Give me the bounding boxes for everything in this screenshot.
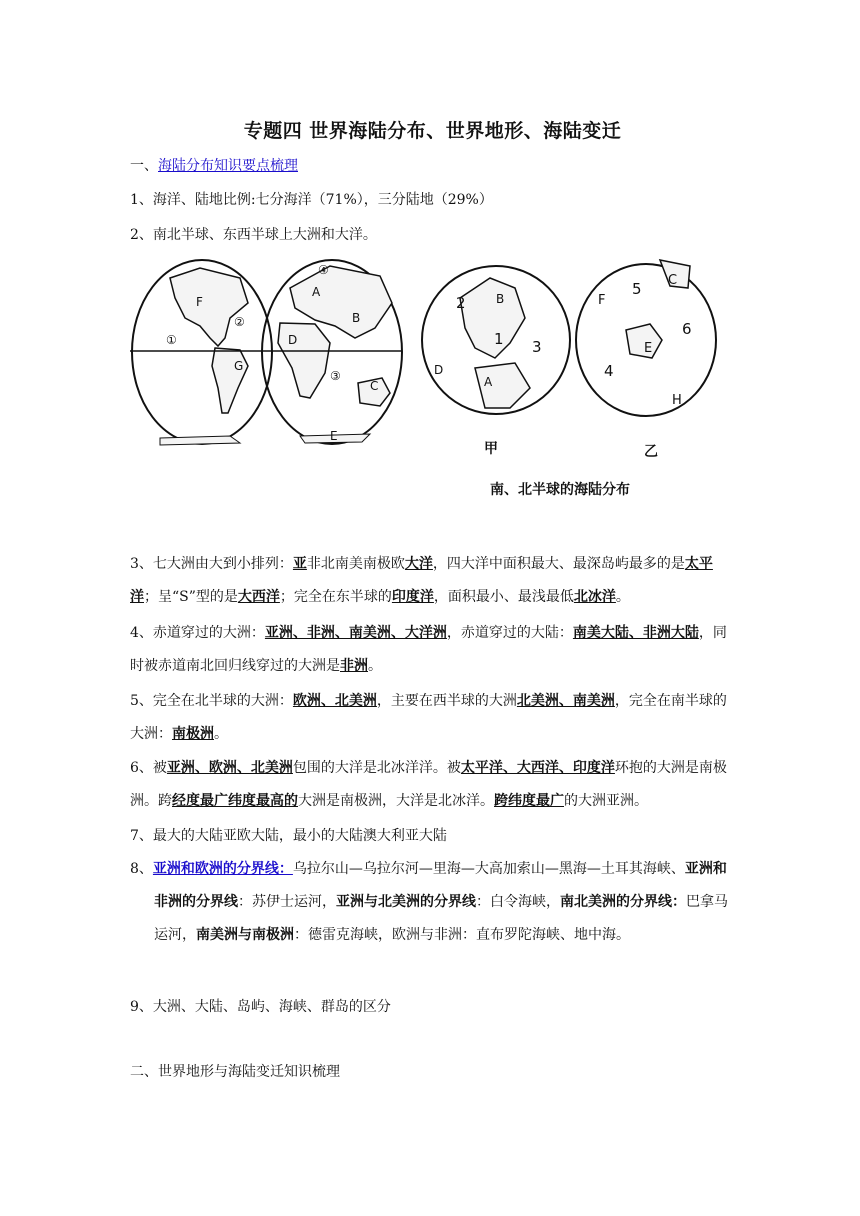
right-map-label: E [644, 341, 653, 356]
right-map-label: C [668, 273, 678, 288]
eastern-hemisphere-map [262, 260, 402, 444]
item-1: 1、海洋、陆地比例:七分海洋（71%），三分陆地（29%） [130, 192, 493, 208]
caption-jia: 甲 [484, 441, 498, 457]
right-map-label: 4 [604, 362, 614, 380]
item-2: 2、南北半球、东西半球上大洲和大洋。 [130, 227, 377, 243]
item-9: 9、大洲、大陆、岛屿、海峡、群岛的区分 [130, 999, 391, 1015]
left-map-label: G [234, 359, 244, 373]
right-map-label: D [434, 363, 444, 377]
right-map-label: 3 [532, 338, 542, 356]
left-map-label: A [312, 285, 321, 299]
left-map-label: C [370, 379, 379, 393]
southern-hemisphere-map [576, 260, 716, 416]
item-7: 7、最大的大陆亚欧大陆，最小的大陆澳大利亚大陆 [130, 828, 447, 844]
item-3: 3、七大洲由大到小排列：亚非北南美南极欧大洋，四大洋中面积最大、最深岛屿最多的是太平洋；呈“S”型的是大西洋；完全在东半球的印度洋，面积最小、最浅最低北冰洋。 [130, 556, 713, 605]
section-link[interactable]: 海陆分布知识要点梳理 [158, 158, 298, 174]
left-map-label: E [330, 429, 338, 443]
page-title: 专题四 世界海陆分布、世界地形、海陆变迁 [243, 120, 622, 142]
item-6: 6、被亚洲、欧洲、北美洲包围的大洋是北冰洋洋。被太平洋、大西洋、印度洋环抱的大洲是南极洲。跨经度最广纬度最高的大洲是南极洲，大洋是北冰洋。跨纬度最广的大洲亚洲。 [130, 760, 727, 809]
left-map-label: ① [166, 333, 177, 347]
right-map-label: F [598, 293, 606, 308]
caption-yi: 乙 [644, 444, 658, 460]
item-4: 4、赤道穿过的大洲：亚洲、非洲、南美洲、大洋洲，赤道穿过的大陆：南美大陆、非洲大陆，同时被赤道南北回归线穿过的大洲是非洲。 [130, 625, 727, 674]
section-heading-2: 二、世界地形与海陆变迁知识梳理 [130, 1064, 340, 1080]
left-map-label: ③ [330, 369, 341, 383]
western-hemisphere-map [132, 260, 272, 445]
hemisphere-maps-figure [130, 248, 720, 503]
item-8: 8、亚洲和欧洲的分界线：乌拉尔山—乌拉尔河—里海—大高加索山—黑海—土耳其海峡、亚洲和非洲的分界线：苏伊士运河，亚洲与北美洲的分界线：白令海峡，南北美洲的分界线：巴拿马运河，南美洲与南极洲：德雷克海峡，欧洲与非洲：直布罗陀海峡、地中海。 [130, 861, 728, 943]
left-map-label: D [288, 333, 298, 347]
left-map-label: ② [234, 315, 245, 329]
right-map-label: 2 [456, 294, 466, 312]
right-map-label: A [484, 375, 493, 389]
item-5: 5、完全在北半球的大洲：欧洲、北美洲，主要在西半球的大洲北美洲、南美洲，完全在南半球的大洲：南极洲。 [130, 693, 727, 742]
left-map-label: ④ [318, 263, 329, 277]
left-map-label: B [352, 311, 361, 325]
left-map-label: F [196, 295, 203, 309]
right-map-label: 1 [494, 330, 504, 348]
section-heading-1: 一、海陆分布知识要点梳理 [130, 158, 298, 174]
figure-caption: 南、北半球的海陆分布 [490, 482, 630, 498]
right-map-label: H [672, 393, 682, 408]
right-map-label: 6 [682, 320, 692, 338]
right-map-label: B [496, 292, 505, 306]
right-map-label: 5 [632, 280, 642, 298]
